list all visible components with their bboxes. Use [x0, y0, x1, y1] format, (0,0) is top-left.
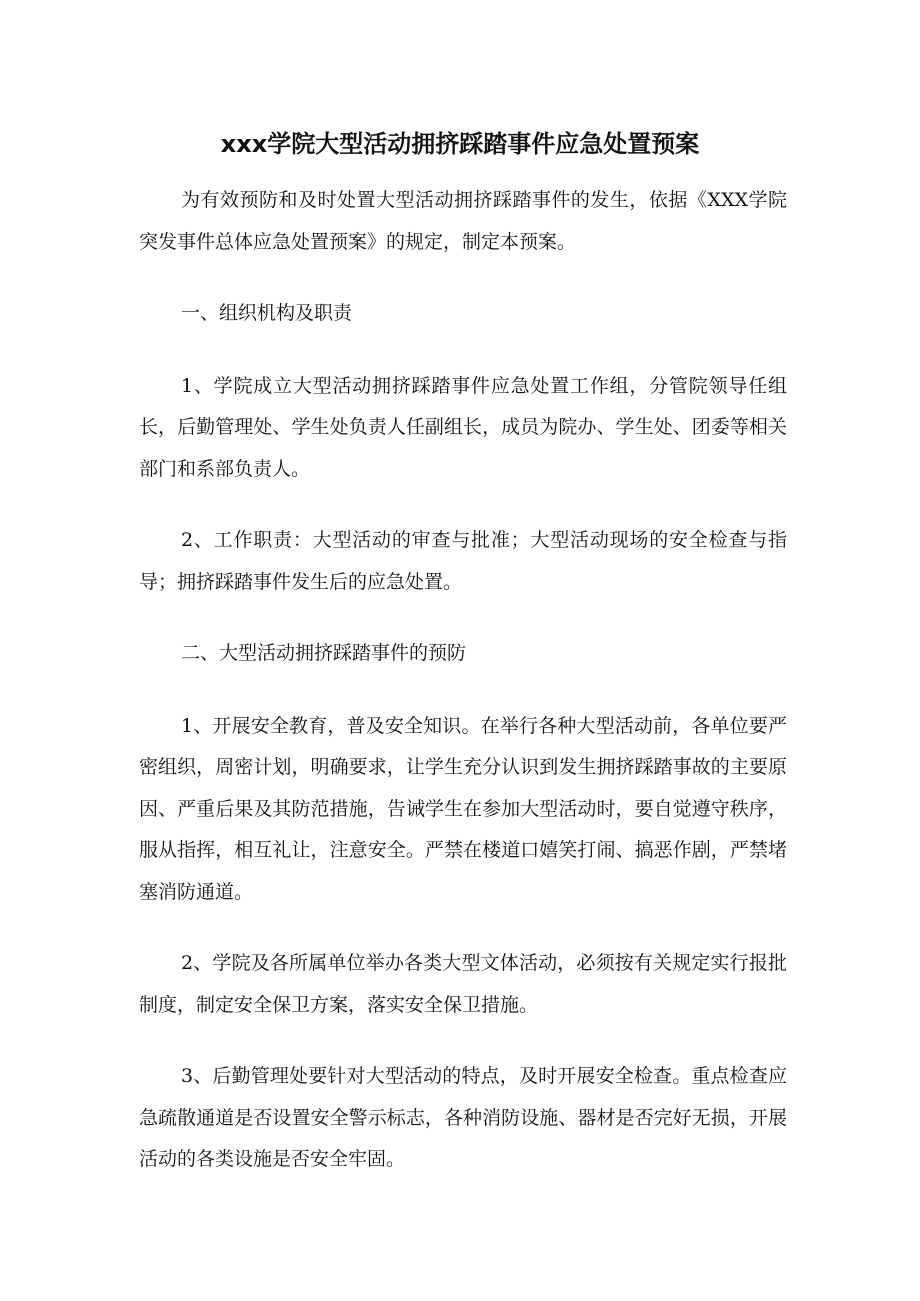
- section-heading-prevention: 二、大型活动拥挤踩踏事件的预防: [181, 642, 467, 664]
- paragraph-approval-system: 2、学院及各所属单位举办各类大型文体活动，必须按有关规定实行报批制度，制定安全保卫方案，落实安全保卫措施。: [139, 952, 787, 1016]
- paragraph-safety-education: 1、开展安全教育，普及安全知识。在举行各种大型活动前，各单位要严密组织，周密计划，明确要求，让学生充分认识到发生拥挤踩踏事故的主要原因、严重后果及其防范措施，告诫学生在参加大型活动时，要自觉遵守秩序，服从指挥，相互礼让，注意安全。严禁在楼道口嬉笑打闹、搞恶作剧，严禁堵塞消防通道。: [139, 714, 787, 903]
- paragraph-duties: 2、工作职责：大型活动的审查与批准；大型活动现场的安全检查与指导；拥挤踩踏事件发生后的应急处置。: [139, 529, 787, 593]
- paragraph-safety-inspection: 3、后勤管理处要针对大型活动的特点，及时开展安全检查。重点检查应急疏散通道是否设置安全警示标志，各种消防设施、器材是否完好无损，开展活动的各类设施是否安全牢固。: [139, 1065, 787, 1170]
- document-title: xxx学院大型活动拥挤踩踏事件应急处置预案: [220, 130, 700, 158]
- section-heading-organization: 一、组织机构及职责: [181, 302, 353, 324]
- intro-paragraph: 为有效预防和及时处置大型活动拥挤踩踏事件的发生，依据《XXX学院突发事件总体应急处置预案》的规定，制定本预案。: [139, 189, 787, 253]
- paragraph-working-group: 1、学院成立大型活动拥挤踩踏事件应急处置工作组，分管院领导任组长，后勤管理处、学生处负责人任副组长，成员为院办、学生处、团委等相关部门和系部负责人。: [139, 374, 787, 480]
- document-body: [139, 180, 787, 1211]
